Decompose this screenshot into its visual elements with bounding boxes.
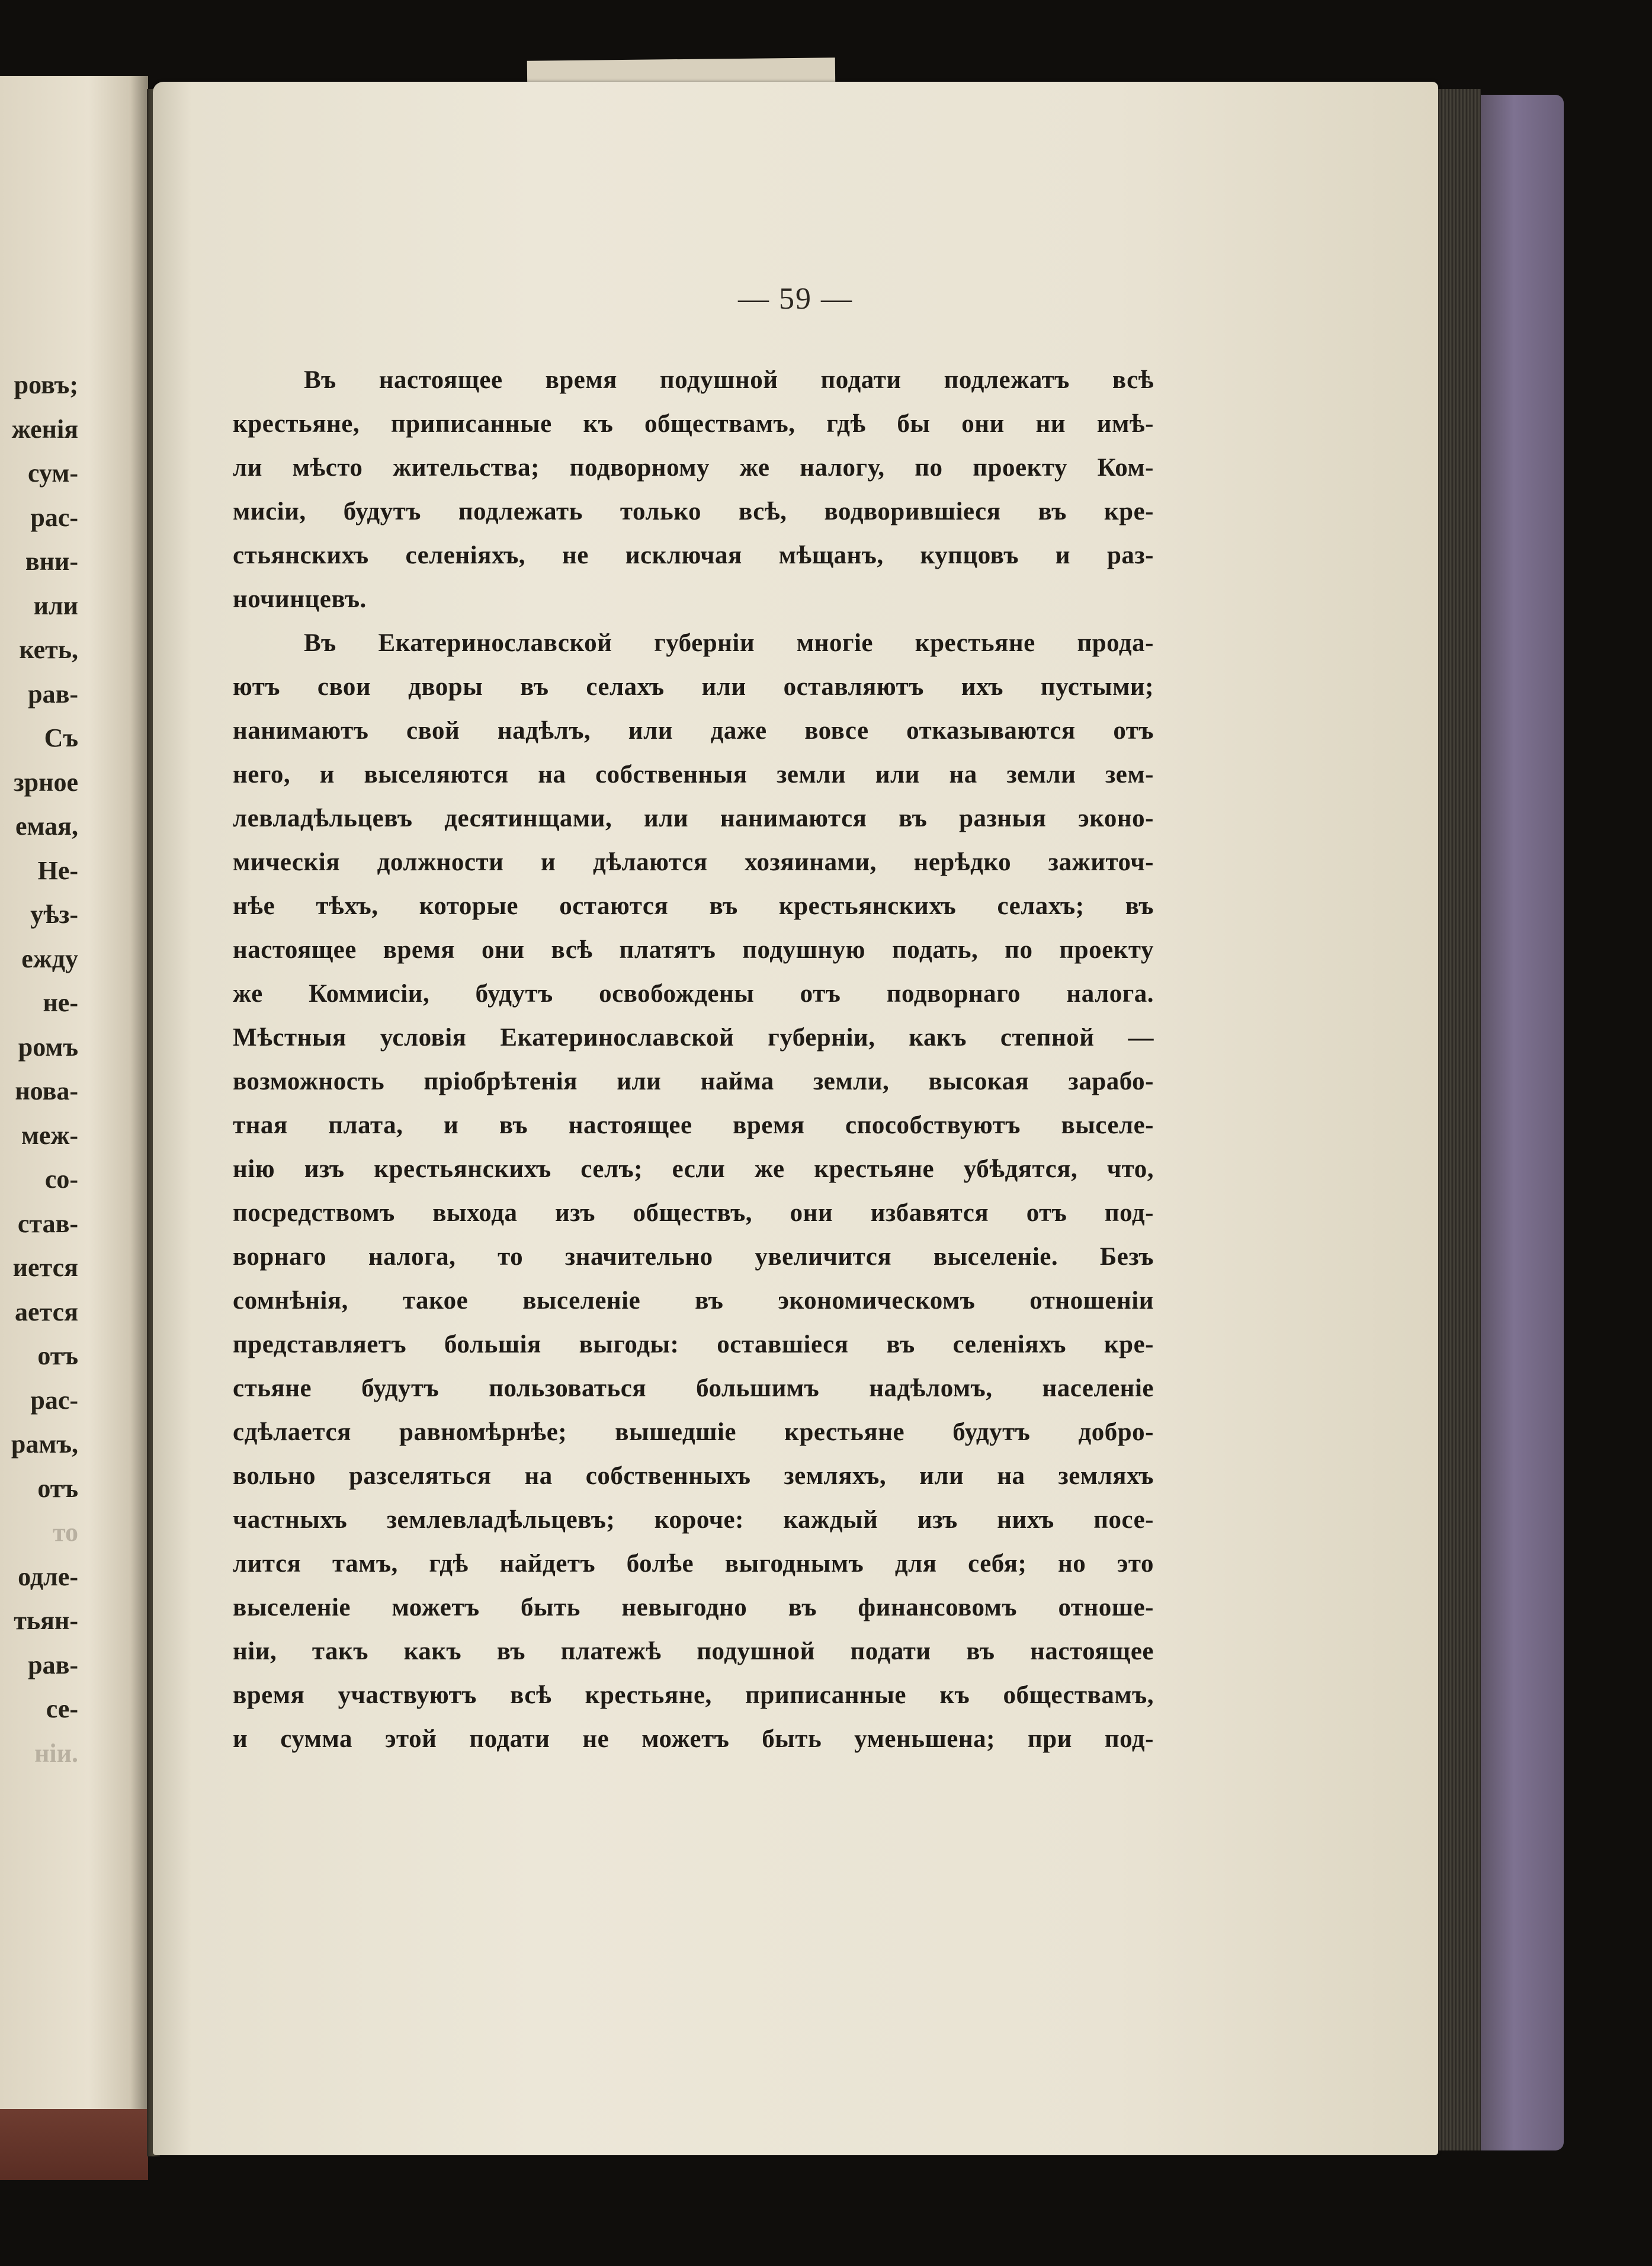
text-line: выселеніе можетъ быть невыгодно въ финансовомъ отноше-	[233, 1594, 1154, 1621]
left-page-fragment: или	[33, 591, 78, 620]
text-line: крестьяне, приписанные къ обществамъ, гдѣ бы они ни имѣ-	[233, 410, 1154, 438]
left-page-fragment: рас-	[30, 1385, 78, 1415]
text-line: мисіи, будутъ подлежать только всѣ, водворившіеся въ кре-	[233, 498, 1154, 525]
left-page-fragment: сум-	[28, 459, 78, 488]
text-line: ворнаго налога, то значительно увеличится выселеніе. Безъ	[233, 1243, 1154, 1271]
text-line: ли мѣсто жительства; подворному же налогу, по проекту Ком-	[233, 454, 1154, 482]
left-cover-edge	[0, 2109, 148, 2180]
text-line: вольно разселяться на собственныхъ земляхъ, или на земляхъ	[233, 1462, 1154, 1490]
left-page-fragment: то	[52, 1518, 78, 1547]
book-cover-right	[1481, 95, 1564, 2150]
text-line: стьяне будутъ пользоваться большимъ надѣломъ, населеніе	[233, 1374, 1154, 1402]
left-page-text-column	[0, 363, 78, 1775]
page-block-edge	[1438, 89, 1481, 2150]
left-page-fragment: Съ	[44, 723, 78, 752]
text-line: возможность пріобрѣтенія или найма земли, высокая зарабо-	[233, 1068, 1154, 1095]
text-line: мическія должности и дѣлаются хозяинами, нерѣдко зажиточ-	[233, 848, 1154, 876]
left-page-fragment: тьян-	[14, 1606, 78, 1635]
left-page-fragment: ается	[14, 1297, 78, 1326]
left-page-fragment: иется	[12, 1253, 78, 1282]
text-line: посредствомъ выхода изъ обществъ, они избавятся отъ под-	[233, 1199, 1154, 1227]
left-page-fragment: вни-	[25, 547, 78, 576]
left-page-fragment: емая,	[15, 812, 78, 841]
left-page	[0, 76, 148, 2161]
left-page-fragment: кеть,	[19, 635, 78, 664]
left-page-fragment: рас-	[30, 502, 78, 532]
left-page-fragment: отъ	[37, 1341, 78, 1370]
left-page-fragment: рав-	[28, 1650, 78, 1680]
left-page-fragment: став-	[17, 1209, 78, 1238]
left-page-fragment: ромъ	[18, 1032, 78, 1062]
left-page-fragment: женія	[11, 414, 78, 444]
text-line: стьянскихъ селеніяхъ, не исключая мѣщанъ, купцовъ и раз-	[233, 541, 1154, 569]
left-page-fragment: со-	[44, 1165, 78, 1194]
left-page-fragment: ежду	[21, 944, 78, 973]
text-line: частныхъ землевладѣльцевъ; короче: каждый изъ нихъ посе-	[233, 1506, 1154, 1534]
left-page-fragment: одле-	[18, 1562, 78, 1591]
page-number: — 59 —	[738, 282, 853, 316]
left-page-fragment: рав-	[28, 679, 78, 709]
left-page-fragment: ровъ;	[14, 370, 78, 399]
text-line: тная плата, и въ настоящее время способствуютъ выселе-	[233, 1111, 1154, 1139]
left-page-fragment: меж-	[21, 1120, 78, 1150]
text-line: Мѣстныя условія Екатеринославской губерніи, какъ степной —	[233, 1024, 1154, 1052]
left-page-fragment: Не-	[37, 855, 78, 885]
text-line: него, и выселяются на собственныя земли или на земли зем-	[233, 761, 1154, 789]
left-page-fragment: се-	[46, 1694, 78, 1723]
text-line: ніи, такъ какъ въ платежѣ подушной подати въ настоящее	[233, 1637, 1154, 1665]
text-line: нѣе тѣхъ, которые остаются въ крестьянскихъ селахъ; въ	[233, 892, 1154, 920]
left-page-fragment: рамъ,	[11, 1430, 78, 1459]
left-page-fragment: нова-	[15, 1076, 78, 1105]
text-line: представляетъ большія выгоды: оставшіеся въ селеніяхъ кре-	[233, 1331, 1154, 1358]
text-line: сдѣлается равномѣрнѣе; вышедшіе крестьяне будутъ добро-	[233, 1418, 1154, 1446]
left-page-fragment: отъ	[37, 1473, 78, 1503]
text-line: лится тамъ, гдѣ найдетъ болѣе выгоднымъ для себя; но это	[233, 1550, 1154, 1578]
text-line: настоящее время они всѣ платятъ подушную подать, по проекту	[233, 936, 1154, 964]
text-line: сомнѣнія, такое выселеніе въ экономическомъ отношеніи	[233, 1287, 1154, 1315]
text-line: ночинцевъ.	[233, 585, 367, 613]
left-page-fragment: ніи.	[34, 1738, 78, 1768]
text-line: ютъ свои дворы въ селахъ или оставляютъ ихъ пустыми;	[233, 673, 1154, 701]
text-line: нанимаютъ свой надѣлъ, или даже вовсе отказываются отъ	[233, 717, 1154, 745]
text-line: Въ Екатеринославской губерніи многіе крестьяне прода-	[304, 629, 1154, 657]
text-line: и сумма этой подати не можетъ быть уменьшена; при под-	[233, 1725, 1154, 1753]
text-line: Въ настоящее время подушной подати подлежатъ всѣ	[304, 366, 1154, 394]
text-line: время участвуютъ всѣ крестьяне, приписанные къ обществамъ,	[233, 1681, 1154, 1709]
text-line: же Коммисіи, будутъ освобождены отъ подворнаго налога.	[233, 980, 1154, 1008]
text-line: левладѣльцевъ десятинщами, или нанимаются въ разныя эконо-	[233, 805, 1154, 832]
left-page-fragment: не-	[43, 988, 78, 1017]
text-line: нію изъ крестьянскихъ селъ; если же крестьяне убѣдятся, что,	[233, 1155, 1154, 1183]
left-page-fragment: уѣз-	[30, 900, 78, 929]
left-page-fragment: зрное	[13, 767, 78, 797]
